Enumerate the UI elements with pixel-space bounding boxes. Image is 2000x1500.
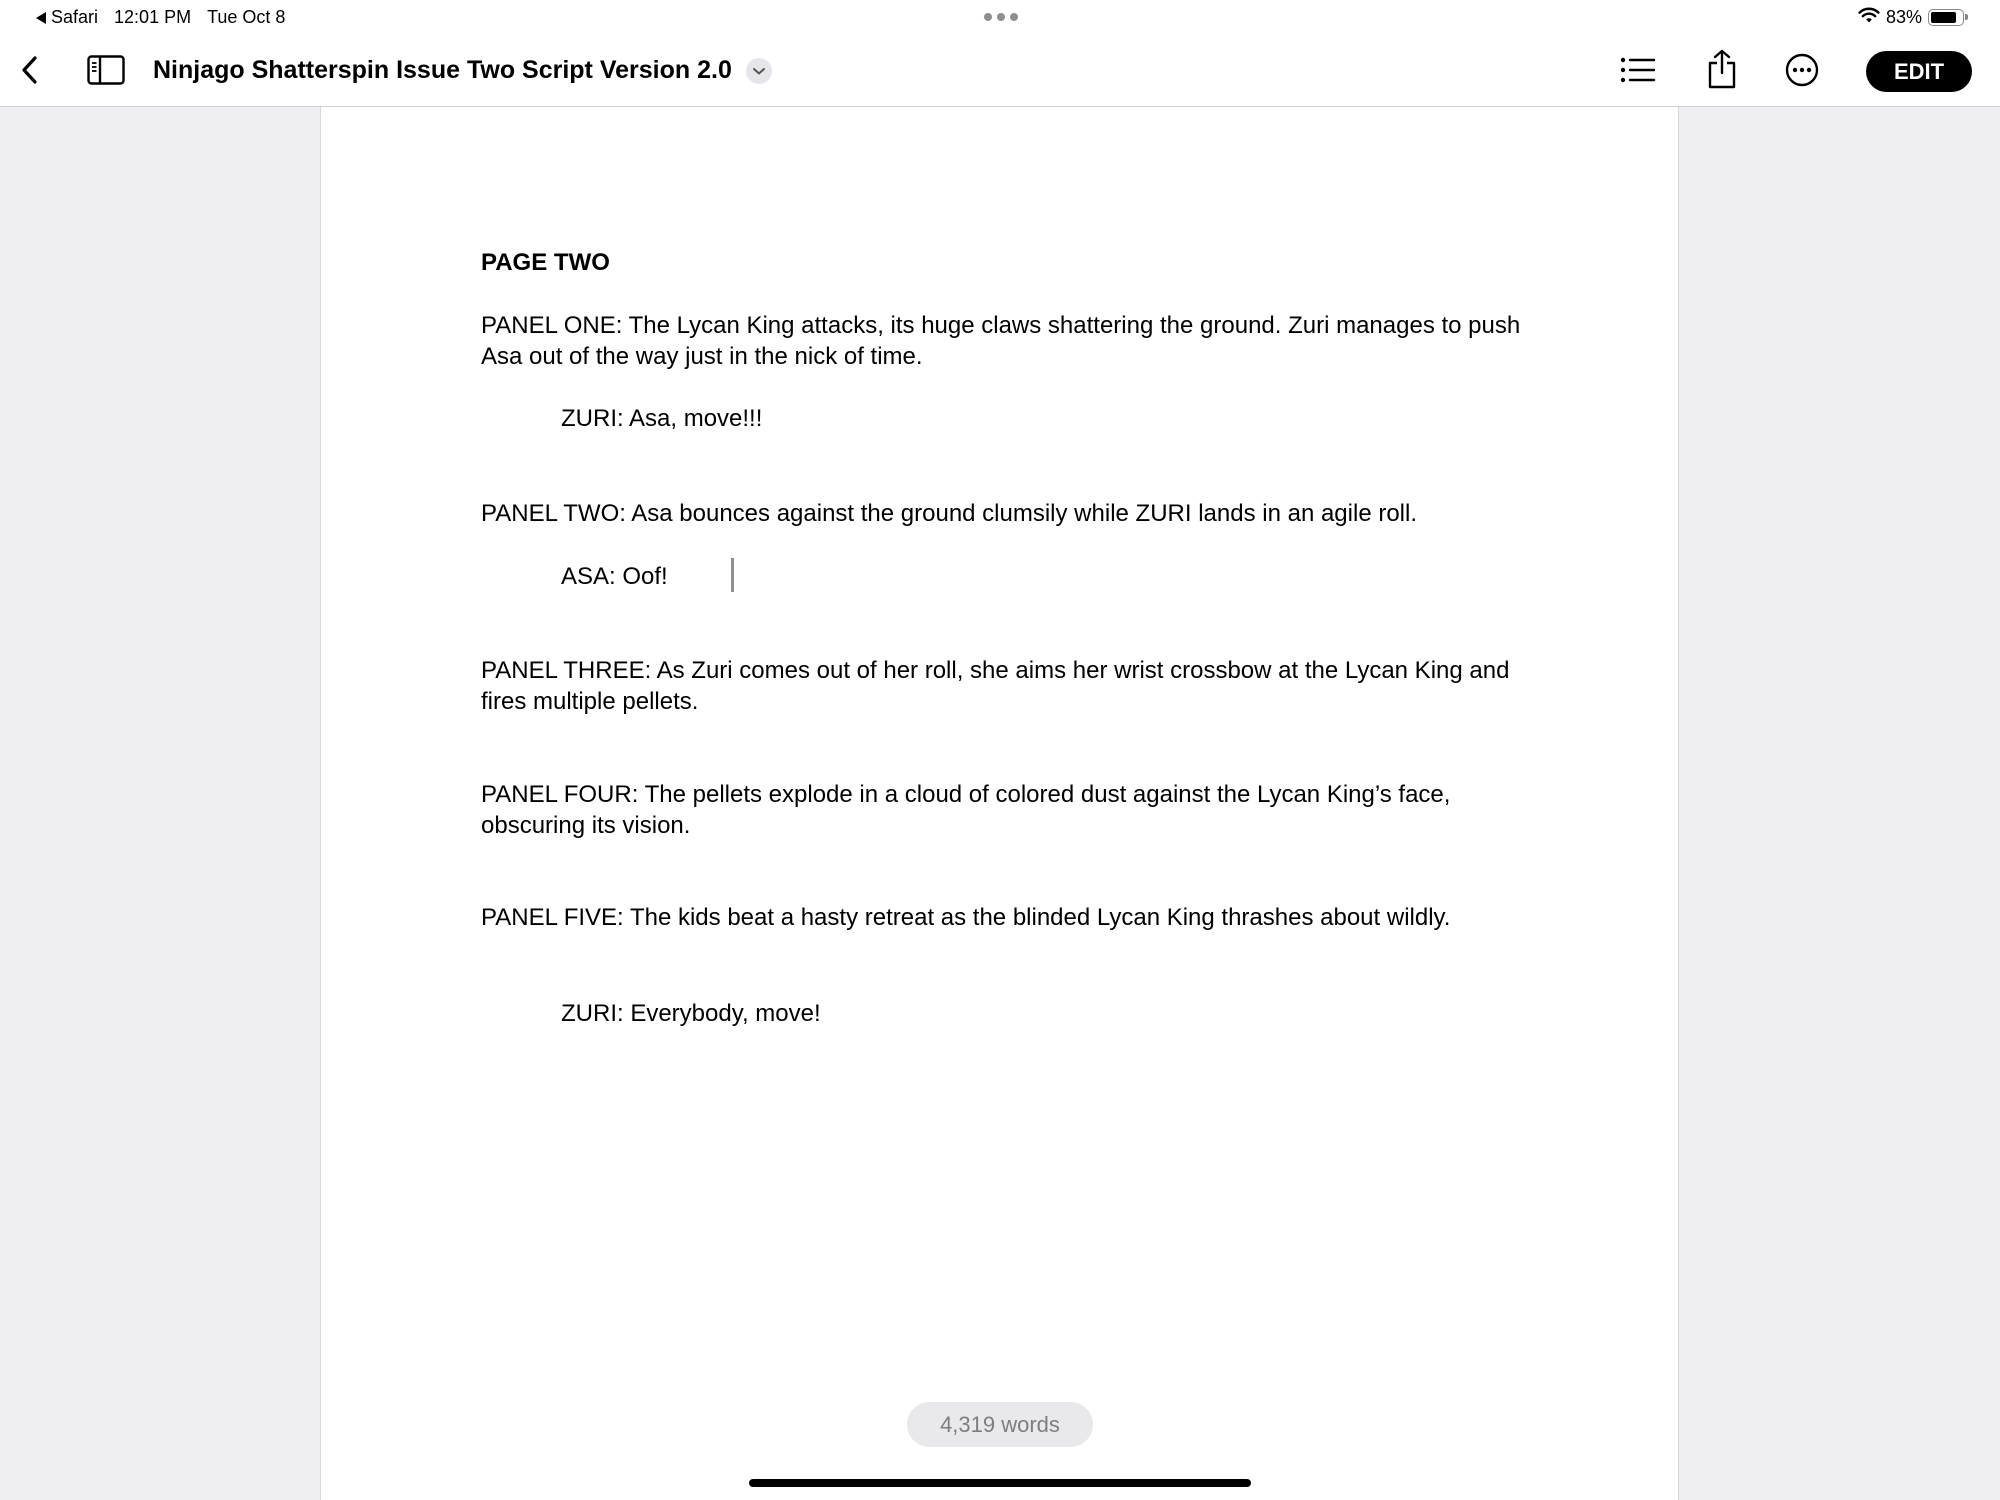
status-date: Tue Oct 8 (207, 7, 286, 27)
document-title: Ninjago Shatterspin Issue Two Script Version 2.0 (153, 56, 732, 84)
document-title-menu[interactable] (153, 56, 772, 85)
wifi-icon (1858, 6, 1880, 29)
multitasking-dot (997, 13, 1005, 21)
status-right (1858, 6, 1964, 29)
back-to-app-link[interactable] (36, 7, 98, 28)
back-triangle-icon (36, 12, 46, 24)
dialogue-asa: ASA: Oof! (561, 563, 668, 590)
back-app-label: Safari (51, 7, 99, 27)
battery-fill (1931, 12, 1956, 23)
chevron-left-icon (20, 55, 38, 90)
text-cursor (731, 558, 734, 592)
panel-two-text: PANEL TWO: Asa bounces against the ground clumsily while ZURI lands in an agile roll. (481, 500, 1417, 527)
list-icon (1620, 56, 1656, 89)
battery-icon (1928, 9, 1964, 26)
share-icon (1706, 49, 1738, 94)
sidebar-icon (87, 55, 125, 90)
ellipsis-circle-icon (1785, 53, 1819, 92)
panel-three-text: PANEL THREE: As Zuri comes out of her roll, she aims her wrist crossbow at the Lycan King and fires multiple pellets. (481, 657, 1510, 715)
navigation-bar (0, 36, 2000, 107)
multitasking-dot (1010, 13, 1018, 21)
edit-button[interactable]: EDIT (1866, 51, 1972, 92)
status-bar (0, 0, 2000, 36)
dialogue-zuri-one: ZURI: Asa, move!!! (561, 405, 763, 432)
status-left (36, 7, 285, 28)
battery-percent: 83% (1885, 7, 1922, 27)
page-heading: PAGE TWO (481, 249, 610, 276)
back-button[interactable] (14, 52, 44, 92)
home-indicator[interactable] (749, 1479, 1251, 1487)
multitasking-dots[interactable] (984, 13, 1018, 21)
more-button[interactable] (1782, 52, 1822, 92)
panel-four-text: PANEL FOUR: The pellets explode in a cloud of colored dust against the Lycan King’s face, obscuring its vision. (481, 781, 1451, 839)
status-time: 12:01 PM (114, 7, 192, 27)
multitasking-dot (984, 13, 992, 21)
dialogue-zuri-two: ZURI: Everybody, move! (561, 1000, 821, 1027)
chevron-down-icon[interactable] (746, 58, 772, 84)
sidebar-button[interactable] (86, 55, 126, 89)
panel-one-text: PANEL ONE: The Lycan King attacks, its huge claws shattering the ground. Zuri manages to push Asa out of the way just in the nick of time. (481, 312, 1521, 370)
document-page[interactable] (320, 107, 1679, 1500)
outline-button[interactable] (1618, 52, 1658, 92)
word-count-badge[interactable]: 4,319 words (907, 1402, 1093, 1447)
share-button[interactable] (1702, 48, 1742, 94)
panel-five-text: PANEL FIVE: The kids beat a hasty retreat as the blinded Lycan King thrashes about wildly. (481, 904, 1451, 931)
